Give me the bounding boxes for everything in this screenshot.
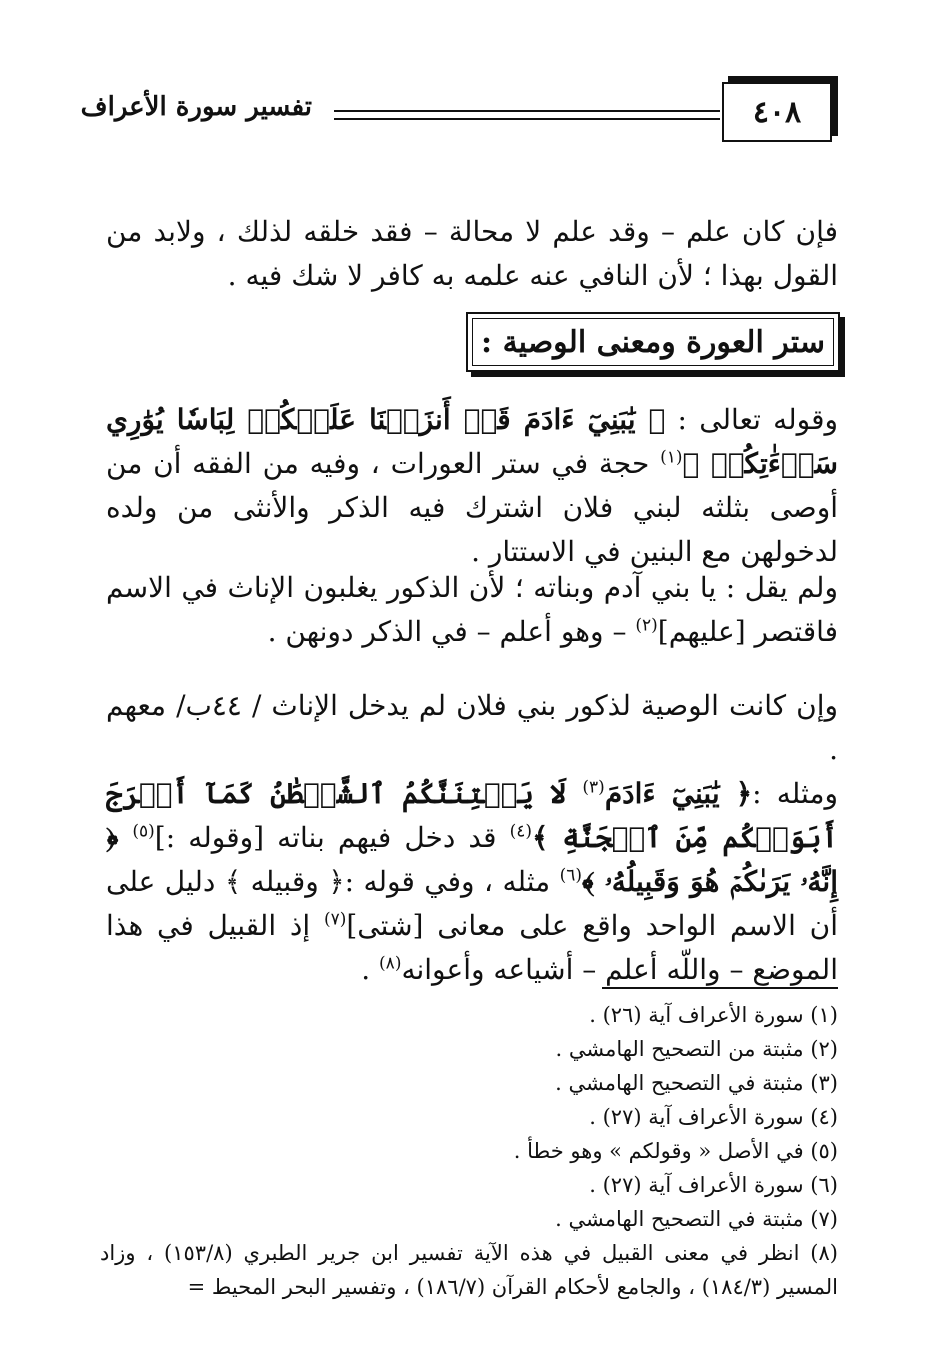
- footnote-1: (١) سورة الأعراف آية (٢٦) .: [589, 1003, 838, 1027]
- quran-verse-2a: ﴿ يَٰبَنِيٓ ءَادَمَ: [604, 777, 753, 810]
- paragraph-2-rest: حجة في ستر العورات ، وفيه من الفقه أن من أوصى بثلثه لبني فلان اشترك فيه الذكر والأنثى من ولده لدخولهن مع البنين في الاستتار .: [106, 447, 839, 568]
- paragraph-3-text-a: ولم يقل : يا بني آدم وبناته ؛ لأن الذكور يغلبون الإناث في الاسم فاقتصر [عليهم]: [106, 571, 838, 648]
- footnote-ref-7: (٧): [323, 909, 347, 930]
- paragraph-4-d: إذ القبيل في هذا الموضع – واللّه أعلم – أشياعه وأعوانه: [106, 909, 838, 986]
- footnote-6: (٦) سورة الأعراف آية (٢٧) .: [589, 1173, 838, 1197]
- footnote-ref-3: (٣): [582, 777, 605, 798]
- footnote-3: (٣) مثبتة في التصحيح الهامشي .: [555, 1071, 838, 1095]
- paragraph-4-a: ومثله :: [752, 777, 838, 810]
- footnotes: [100, 998, 838, 1304]
- paragraph-3: [106, 566, 838, 654]
- quran-verse-2b: لَا يَفۡتِنَنَّكُمُ ٱلشَّيۡطَٰنُ كَمَآ أَخۡرَجَ أَبَوَيۡكُم مِّنَ ٱلۡجَنَّةِ ﴾: [106, 777, 838, 854]
- paragraph-4-e: .: [361, 953, 380, 986]
- footnote-2: (٢) مثبتة من التصحيح الهامشي .: [555, 1037, 838, 1061]
- footnote-separator: [602, 987, 838, 989]
- footnote-ref-1: (١): [660, 447, 683, 468]
- footnote-ref-2: (٢): [635, 615, 658, 636]
- footnote-4: (٤) سورة الأعراف آية (٢٧) .: [589, 1105, 838, 1129]
- paragraph-4-b: قد دخل فيهم بناته [وقوله :]: [154, 821, 510, 854]
- footnote-5: (٥) في الأصل « وقولكم » وهو خطأ .: [513, 1139, 838, 1163]
- footnote-ref-8: (٨): [379, 953, 402, 974]
- header-rule: [334, 110, 720, 120]
- paragraph-4: [106, 684, 838, 992]
- paragraph-4-c: مثله ، وفي قوله :﴿ وقبيله ﴾ دليل على أن الاسم الواحد واقع على معانى [شتى]: [106, 865, 838, 942]
- footnote-ref-6: (٦): [559, 865, 583, 886]
- quran-verse-1: ﴿ يَٰبَنِيٓ ءَادَمَ قَدۡ أَنزَلۡنَا عَلَيۡكُمۡ لِبَاسٗا يُوَٰرِي سَوۡءَٰتِكُمۡ ﴾: [106, 403, 838, 480]
- footnote-7: (٧) مثبتة في التصحيح الهامشي .: [555, 1207, 838, 1231]
- footnote-8: (٨) انظر في معنى القبيل في هذه الآية تفسير ابن جرير الطبري (١٥٣/٨) ، وزاد المسير (١٨٤/٣) ، والجامع لأحكام القرآن (١٨٦/٧) ، وتفسير البحر المحيط =: [100, 1241, 838, 1299]
- paragraph-2: [106, 398, 838, 574]
- page-number: ٤٠٨: [722, 82, 832, 142]
- footnote-ref-4: (٤): [509, 821, 533, 842]
- paragraph-3-text-b: – وهو أعلم – في الذكر دونهن .: [267, 615, 636, 648]
- paragraph-2-intro: وقوله تعالى :: [665, 403, 839, 436]
- footnote-ref-5: (٥): [132, 821, 155, 842]
- paragraph-4-line-1: وإن كانت الوصية لذكور بني فلان لم يدخل الإناث / ٤٤ب/ معهم .: [106, 689, 839, 766]
- running-title: تفسير سورة الأعراف: [80, 92, 312, 122]
- section-heading: ستر العورة ومعنى الوصية :: [466, 312, 840, 372]
- paragraph-1: فإن كان علم – وقد علم لا محالة – فقد خلقه لذلك ، ولابد من القول بهذا ؛ لأن النافي عنه علمه به كافر لا شك فيه .: [106, 215, 838, 292]
- quran-verse-3: ﴿ إِنَّهُۥ يَرَىٰكُمۡ هُوَ وَقَبِيلُهُۥ ﴾: [106, 821, 839, 898]
